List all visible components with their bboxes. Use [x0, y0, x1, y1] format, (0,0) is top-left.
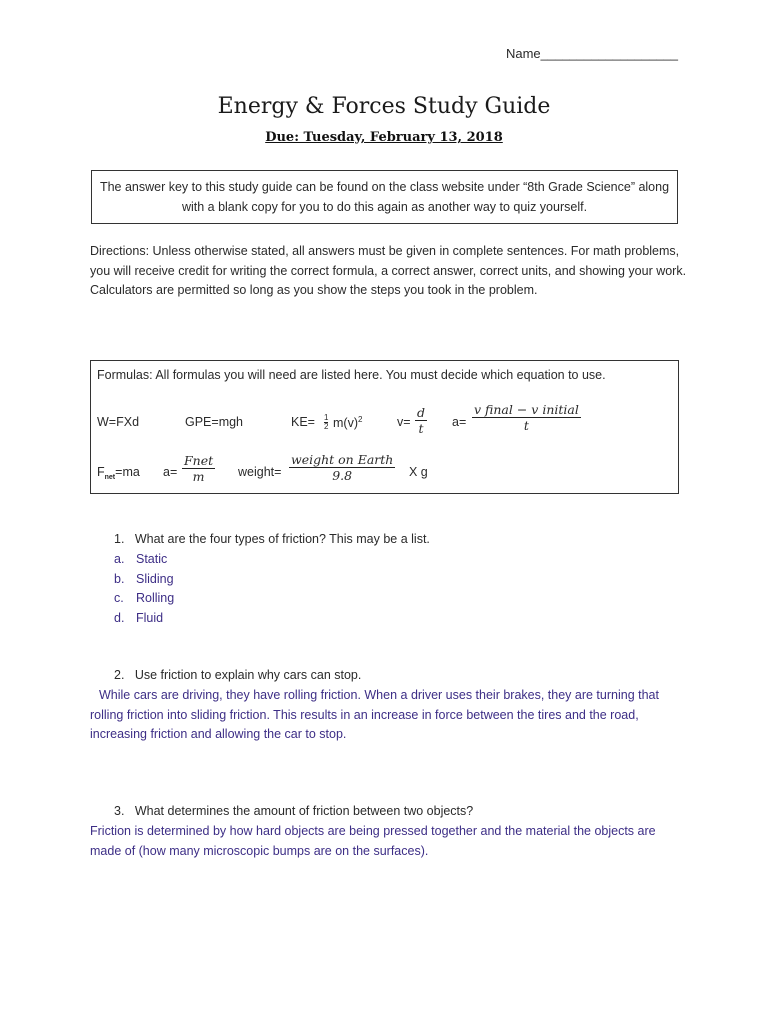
answer-3: Friction is determined by how hard objects are being pressed together and the material the objects are made of (how many microscopic bumps are on the surfaces). [90, 824, 656, 858]
acceleration-fraction [472, 402, 581, 433]
ke-exponent: 2 [358, 415, 363, 424]
list-marker: c. [114, 591, 124, 605]
question-number: 2. [114, 668, 125, 682]
a-prefix: a= [452, 415, 467, 429]
list-item-text: Sliding [136, 571, 174, 586]
list-item-text: Fluid [136, 610, 164, 625]
ke-half-fraction [324, 414, 328, 431]
fnet-f: F [97, 465, 105, 479]
ke-formula [333, 415, 362, 430]
answer-2: While cars are driving, they have rolling friction. When a driver uses their brakes, they are turning that rolling friction into sliding friction. This results in an increase in force between the tires and the road, increasing friction and allowing the car to stop. [90, 688, 659, 741]
list-marker: b. [114, 571, 125, 586]
question-3 [114, 802, 473, 822]
name-field[interactable]: Name___________________ [505, 46, 678, 61]
list-item-text: Static [136, 552, 168, 566]
ke-half-denominator: 2 [324, 422, 329, 431]
v-prefix: v= [397, 415, 411, 429]
question-text: What are the four types of friction? This may be a list. [134, 532, 430, 546]
directions-paragraph: Directions: Unless otherwise stated, all answers must be given in complete sentences. For math problems, you will receive credit for writing the correct formula, a correct answer, correct units, and showing your work. Calculators are permitted so long as you show the steps you took in the problem. [90, 244, 687, 297]
question-number: 3. [114, 804, 125, 818]
list-item [114, 570, 174, 590]
question-text: Use friction to explain why cars can stop. [134, 668, 362, 682]
weight-denominator: 9.8 [332, 468, 353, 483]
ke-prefix: KE= [291, 415, 315, 429]
gpe-formula: GPE=mgh [185, 415, 244, 429]
friction-types-list [114, 550, 174, 628]
weight-numerator: weight on Earth [291, 452, 394, 467]
velocity-numerator: d [417, 405, 426, 420]
velocity-fraction [415, 405, 427, 436]
list-item-text: Rolling [136, 591, 175, 605]
newton-denominator: m [192, 469, 205, 484]
question-2 [114, 666, 361, 686]
velocity-denominator: t [418, 421, 424, 436]
newton-numerator: Fnet [184, 453, 214, 468]
due-date: Due: Tuesday, February 13, 2018 [265, 130, 503, 145]
list-item [114, 550, 174, 570]
newton-fraction [182, 453, 215, 484]
formulas-intro: Formulas: All formulas you will need are listed here. You must decide which equation to use. [97, 368, 606, 382]
fnet-subscript: net [104, 474, 116, 481]
a2-prefix: a= [163, 465, 178, 479]
fnet-formula [97, 465, 140, 481]
weight-fraction [289, 452, 395, 483]
list-item [114, 589, 174, 609]
question-number: 1. [114, 532, 125, 546]
question-text: What determines the amount of friction between two objects? [134, 804, 474, 818]
formulas-box [90, 360, 679, 494]
ke-suffix: m(v) [333, 416, 358, 431]
acceleration-numerator: v final − v initial [474, 402, 579, 417]
weight-prefix: weight= [238, 465, 282, 479]
weight-suffix: X g [409, 465, 428, 479]
page-title: Energy & Forces Study Guide [217, 94, 551, 119]
list-marker: d. [114, 610, 125, 625]
work-formula: W=FXd [97, 415, 140, 429]
ke-half-numerator: 1 [324, 413, 329, 422]
acceleration-denominator: t [523, 418, 529, 433]
question-1 [114, 530, 430, 550]
list-marker: a. [114, 552, 125, 566]
fnet-rest: =ma [115, 465, 140, 479]
list-item [114, 609, 174, 629]
answer-key-notice: The answer key to this study guide can be found on the class website under “8th Grade Science” along with a blank copy for you to do this again as another way to quiz yourself. [91, 170, 678, 224]
